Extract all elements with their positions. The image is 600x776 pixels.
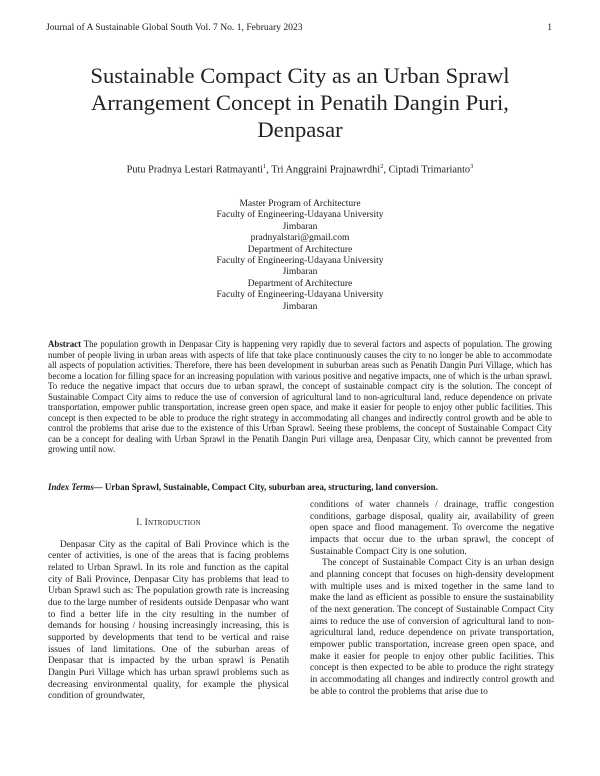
index-terms-separator: — — [93, 482, 105, 492]
title-line-1: Sustainable Compact City as an Urban Sprawl — [90, 63, 510, 88]
affiliation-line: Faculty of Engineering-Udayana University — [216, 210, 384, 221]
affiliations — [150, 199, 450, 313]
author-3: Ciptadi Trimarianto — [388, 164, 471, 176]
section-title: Introduction — [144, 518, 201, 528]
author-2: Tri Anggraini Prajnawrdhi — [271, 164, 381, 176]
paper-title — [40, 62, 560, 143]
author-1: Putu Pradnya Lestari Ratmayanti — [126, 164, 264, 176]
affiliation-line: Department of Architecture — [247, 278, 353, 289]
affiliation-line: Jimbaran — [282, 221, 318, 232]
affiliation-line: Department of Architecture — [247, 244, 353, 255]
right-column — [310, 500, 554, 698]
page-number: 1 — [547, 22, 552, 33]
author-email: pradnyalstari@gmail.com — [250, 233, 350, 244]
author-2-marker: 2 — [380, 163, 384, 170]
affiliation-line: Master Program of Architecture — [239, 199, 361, 209]
section-numeral: I. — [136, 518, 143, 528]
index-terms-text: Urban Sprawl, Sustainable, Compact City, suburban area, structuring, land conversion. — [104, 482, 438, 492]
affiliation-line: Jimbaran — [282, 267, 318, 278]
author-list: Putu Pradnya Lestari Ratmayanti$^1$, Tri Anggraini Prajnawrdhi$^2$, Ciptadi Trimarianto$^3$ — [126, 163, 474, 176]
author-3-marker: 3 — [470, 163, 474, 170]
affiliation-line: Faculty of Engineering-Udayana University — [216, 290, 384, 301]
title-line-3: Denpasar — [257, 117, 343, 142]
section-heading — [48, 518, 289, 530]
author-1-marker: 1 — [263, 163, 267, 170]
affiliation-line: Jimbaran — [282, 301, 318, 312]
abstract-label: Abstract — [48, 339, 82, 349]
intro-paragraph-1-continued: conditions of water channels / drainage, traffic congestion conditions, garbage disposal, quality air, availability of green open space and flood management. To overcome the negative impacts that occur due to the urban sprawl, the concept of Sustainable Compact City is one solution. — [310, 500, 554, 557]
intro-paragraph-2: The concept of Sustainable Compact City is an urban design and planning concept that focuses on high-density development with multiple uses and is mixed together in the same land to make the land as efficient as possible to ensure the sustainability of the next generation. The concept of Sustainable Compact City aims to reduce the use of conversion of agricultural land to non-agricultural land, reduce dependence on private transportation, empower public transportation, increase green open space, and make it easier for people to enjoy other public facilities. This concept is then expected to be able to produce the right strategy in accommodating all changes and indirectly control growth and be able to control the problems that arise due to — [310, 558, 554, 697]
intro-paragraph-1: Denpasar City as the capital of Bali Province which is the center of activities, is one of the areas that is facing problems related to Urban Sprawl. In its role and function as the capital city of Bali Province, Denpasar City has problems that lead to Urban Sprawl such as: The population growth rate is increasing due to the large number of residents outside Denpasar who want to find a better life in the city resulting in the number of demands for housing / housing increasingly increasing, this is supported by developments that tend to be vertical and raise issues of land limitations. One of the suburban areas of Denpasar that is impacted by the urban sprawl is Penatih Dangin Puri Village which has urban sprawl problems such as decreasing environmental quality, for example the physical condition of groundwater, — [48, 539, 289, 702]
index-terms — [48, 482, 552, 492]
affiliation-line: Faculty of Engineering-Udayana University — [216, 256, 384, 267]
running-header — [46, 22, 552, 33]
abstract-text: The population growth in Denpasar City is happening very rapidly due to several factors and aspects of population. The growing number of people living in urban areas with aspects of life that take place continuously causes the city to no longer be able to accommodate all aspects of population activities. Therefore, there has been development in suburban areas such as Penatih Dangin Puri Village, which has become a location for filling space for an increasing population with various positive and negative impacts, one of which is the urban sprawl. To reduce the negative impact that occurs due to urban sprawl, the concept of sustainable compact city is the solution. The concept of Sustainable Compact City aims to reduce the use of conversion of agricultural land to non-agricultural land, reduce dependence on private transportation, empower public transportation, increase green open space, and make it easier for people to enjoy other public facilities. This concept is then expected to be able to produce the right strategy in accommodating all changes and indirectly control growth and be able to control the problems that arise due to the existence of this Urban Sprawl. Seeing these problems, the concept of Sustainable Compact City can be a concept for dealing with Urban Sprawl in the Penatih Dangin Puri village area, Denpasar City, which cannot be prevented from growing until now. — [48, 339, 552, 455]
left-column — [48, 512, 289, 703]
abstract — [48, 339, 552, 455]
title-line-2: Arrangement Concept in Penatih Dangin Puri, — [91, 90, 509, 115]
index-terms-label: Index Terms — [48, 482, 94, 492]
journal-name: Journal of A Sustainable Global South Vol. 7 No. 1, February 2023 — [46, 22, 303, 33]
